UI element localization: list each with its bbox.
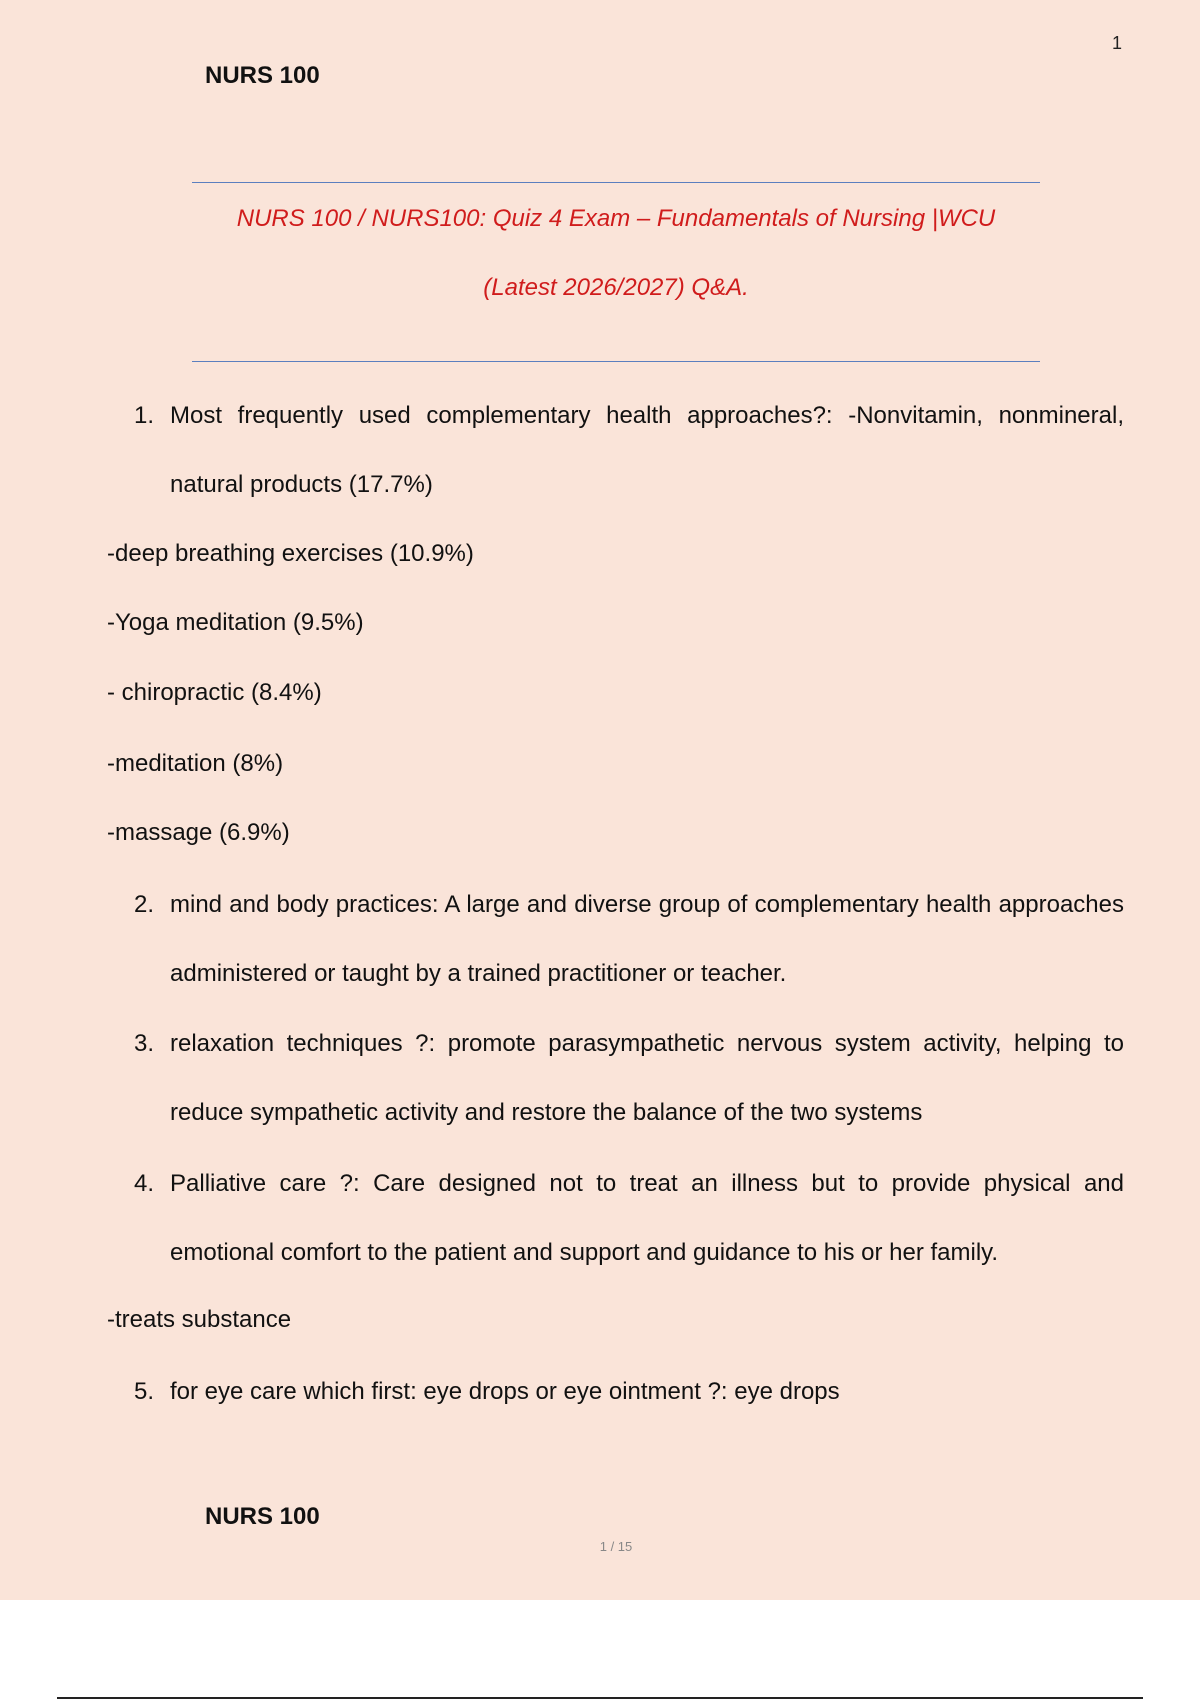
next-page-rule xyxy=(57,1697,1143,1699)
list-item: - chiropractic (8.4%) xyxy=(107,679,322,706)
page-count-label: 1 / 15 xyxy=(599,1539,633,1554)
question-number: 2. xyxy=(134,891,155,918)
list-item: -Yoga meditation (9.5%) xyxy=(107,609,364,636)
document-title-line-1: NURS 100 / NURS100: Quiz 4 Exam – Fundamentals of Nursing |WCU xyxy=(236,205,996,232)
question-text: for eye care which first: eye drops or eye ointment ?: eye drops xyxy=(170,1378,840,1405)
list-item: -massage (6.9%) xyxy=(107,819,290,846)
question-text: Most frequently used complementary health approaches?: -Nonvitamin, nonmineral, natural products (17.7%) xyxy=(170,402,1124,498)
question-item-5 xyxy=(134,1357,1124,1426)
page-header: NURS 100 xyxy=(205,62,320,89)
question-number: 1. xyxy=(134,402,155,429)
question-item-1 xyxy=(134,381,1124,519)
title-rule-bottom xyxy=(192,361,1040,362)
question-text: mind and body practices: A large and diverse group of complementary health approaches administered or taught by a trained practitioner or teacher. xyxy=(170,891,1124,987)
page-footer: NURS 100 xyxy=(205,1503,320,1530)
question-item-2 xyxy=(134,870,1124,1008)
question-item-3 xyxy=(134,1009,1124,1147)
question-text: Palliative care ?: Care designed not to treat an illness but to provide physical and emotional comfort to the patient and support and guidance to his or her family. xyxy=(170,1170,1124,1266)
question-number: 4. xyxy=(134,1170,155,1197)
list-item: -treats substance xyxy=(107,1306,292,1333)
question-number: 5. xyxy=(134,1378,155,1405)
title-rule-top xyxy=(192,182,1040,183)
question-text: relaxation techniques ?: promote parasympathetic nervous system activity, helping to reduce sympathetic activity and restore the balance of the two systems xyxy=(170,1030,1124,1126)
document-title-line-2: (Latest 2026/2027) Q&A. xyxy=(483,274,749,301)
list-item: -meditation (8%) xyxy=(107,750,284,777)
question-number: 3. xyxy=(134,1030,155,1057)
list-item: -deep breathing exercises (10.9%) xyxy=(107,540,474,567)
page-number: 1 xyxy=(1111,33,1122,53)
question-item-4 xyxy=(134,1149,1124,1287)
